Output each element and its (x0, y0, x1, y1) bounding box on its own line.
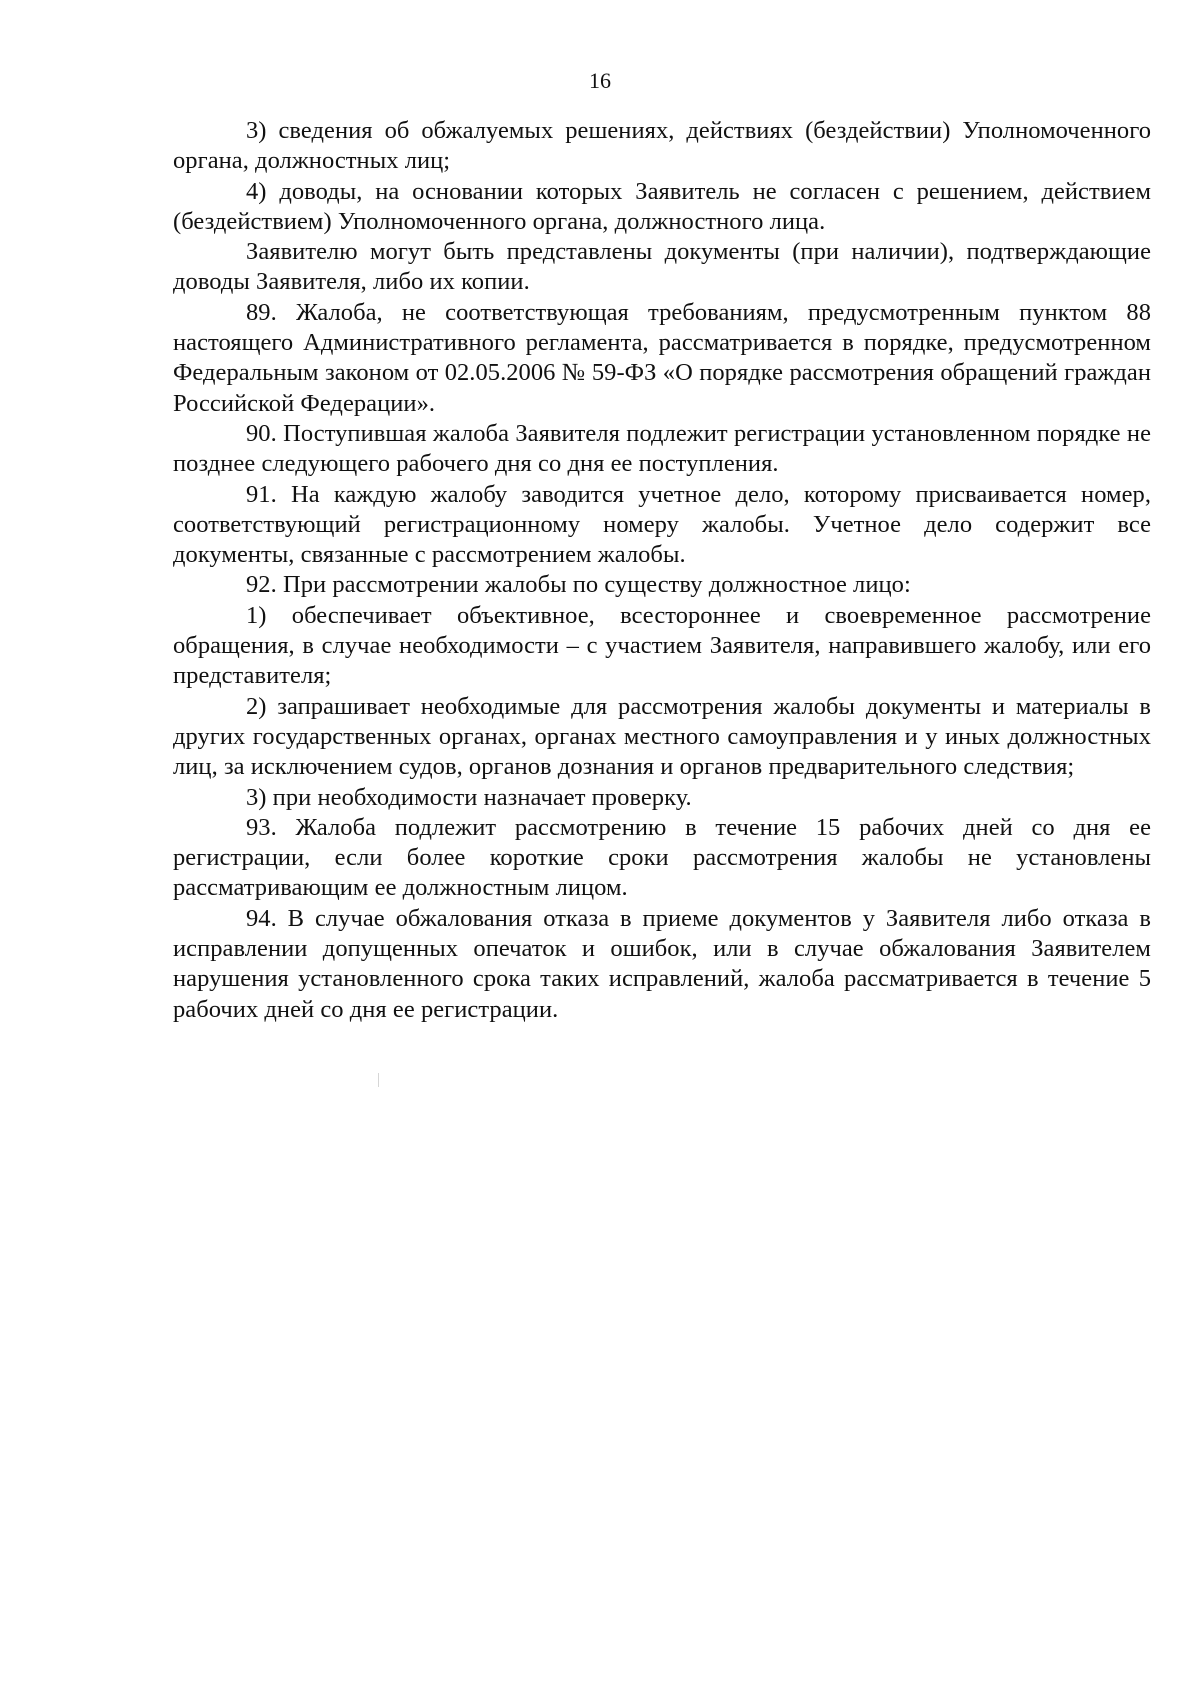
paragraph-92-item-3: 3) при необходимости назначает проверку. (246, 783, 692, 811)
paragraph-91: 91. На каждую жалобу заводится учетное дело, которому присваивается номер, соответствующий регистрационному номеру жалобы. Учетное дело содержит все документы, связанные с рассмотрением жалобы. (173, 480, 1151, 569)
scan-artifact-mark (378, 1073, 379, 1087)
paragraph-92: 92. При рассмотрении жалобы по существу должностное лицо: (246, 571, 911, 599)
paragraph-94: 94. В случае обжалования отказа в приеме документов у Заявителя либо отказа в исправлении допущенных опечаток и ошибок, или в случае обжалования Заявителем нарушения установленного срока таких исправлений, жалоба рассматривается в течение 5 рабочих дней со дня ее регистрации. (173, 904, 1151, 1023)
paragraph-92-item-1: 1) обеспечивает объективное, всестороннее и своевременное рассмотрение обращения, в случае необходимости – с участием Заявителя, направившего жалобу, или его представителя; (173, 601, 1151, 690)
paragraph-92-item-2: 2) запрашивает необходимые для рассмотрения жалобы документы и материалы в других государственных органах, органах местного самоуправления и у иных должностных лиц, за исключением судов, органов дознания и органов предварительного следствия; (173, 692, 1151, 781)
paragraph-89: 89. Жалоба, не соответствующая требованиям, предусмотренным пунктом 88 настоящего Административного регламента, рассматривается в порядке, предусмотренном Федеральным законом от 02.05.2006 № 59-ФЗ «О порядке рассмотрения обращений граждан Российской Федерации». (173, 298, 1151, 417)
paragraph-90: 90. Поступившая жалоба Заявителя подлежит регистрации установленном порядке не позднее следующего рабочего дня со дня ее поступления. (173, 419, 1151, 478)
page-number: 16 (589, 68, 611, 93)
paragraph-item-3: 3) сведения об обжалуемых решениях, действиях (бездействии) Уполномоченного органа, должностных лиц; (173, 117, 1151, 175)
paragraph-item-4: 4) доводы, на основании которых Заявитель не согласен с решением, действием (бездействием) Уполномоченного органа, должностного лица. (173, 177, 1151, 235)
paragraph-applicant-documents: Заявителю могут быть представлены документы (при наличии), подтверждающие доводы Заявителя, либо их копии. (173, 238, 1151, 296)
paragraph-93: 93. Жалоба подлежит рассмотрению в течение 15 рабочих дней со дня ее регистрации, если более короткие сроки рассмотрения жалобы не установлены рассматривающим ее должностным лицом. (173, 813, 1151, 902)
document-body (173, 116, 1151, 1025)
